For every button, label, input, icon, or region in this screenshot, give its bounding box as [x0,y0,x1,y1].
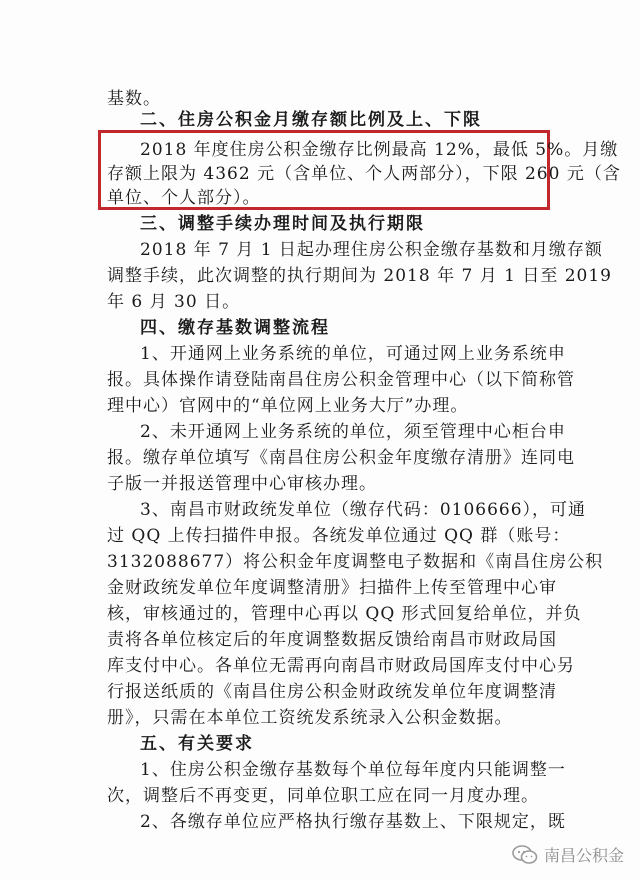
text-line: 子版一并报送管理中心审核办理。 [107,474,377,494]
text-line: 报。具体操作请登陆南昌住房公积金管理中心（以下简称管 [107,370,575,390]
text-line: 调整手续，此次调整的执行期间为 2018 年 7 月 1 日至 2019 [107,266,612,286]
section-heading: 三、调整手续办理时间及执行期限 [140,214,425,234]
text-line: 3、南昌市财政统发单位（缴存代码：0106666），可通 [140,500,587,520]
text-line: 单位、个人部分）。 [107,188,261,208]
wechat-icon [512,845,538,865]
text-line: 过 QQ 上传扫描件申报。各统发单位通过 QQ 群（账号： [107,526,571,546]
text-line: 报。缴存单位填写《南昌住房公积金年度缴存清册》连同电 [107,448,575,468]
text-line: 2、未开通网上业务系统的单位，须至管理中心柜台申 [140,422,566,442]
section-heading: 四、缴存基数调整流程 [140,318,330,338]
text-line: 核，审核通过的，管理中心再以 QQ 形式回复给单位，并负 [107,604,582,624]
text-line: 册》，只需在本单位工资统发系统录入公积金数据。 [107,708,513,728]
text-line: 存额上限为 4362 元（含单位、个人两部分），下限 260 元（含 [107,164,621,184]
section-heading: 五、有关要求 [140,734,254,754]
text-line: 理中心）官网中的“单位网上业务大厅”办理。 [107,396,469,416]
text-line: 次，调整后不再变更，同单位职工应在同一月度办理。 [107,786,539,806]
text-line: 基数。 [107,89,161,109]
text-line: 金财政统发单位年度调整清册》扫描件上传至管理中心审 [107,578,557,598]
section-heading: 二、住房公积金月缴存额比例及上、下限 [140,110,482,130]
text-line: 库支付中心。各单位无需再向南昌市财政局国库支付中心另 [107,656,575,676]
text-line: 2018 年度住房公积金缴存比例最高 12%，最低 5%。月缴 [140,140,619,160]
text-line: 2018 年 7 月 1 日起办理住房公积金缴存基数和月缴存额 [140,240,603,260]
text-line: 行报送纸质的《南昌住房公积金财政统发单位年度调整清 [107,682,557,702]
text-line: 1、开通网上业务系统的单位，可通过网上业务系统申 [140,344,566,364]
text-line: 1、住房公积金缴存基数每个单位每年度内只能调整一 [140,760,566,780]
text-line: 2、各缴存单位应严格执行缴存基数上、下限规定，既 [140,812,566,832]
watermark-label: 南昌公积金 [543,846,624,865]
text-line: 责将各单位核定后的年度调整数据反馈给南昌市财政局国 [107,630,557,650]
text-line: 3132088677）将公积金年度调整电子数据和《南昌住房公积 [107,552,604,572]
text-line: 年 6 月 30 日。 [107,292,241,312]
watermark [512,843,624,866]
